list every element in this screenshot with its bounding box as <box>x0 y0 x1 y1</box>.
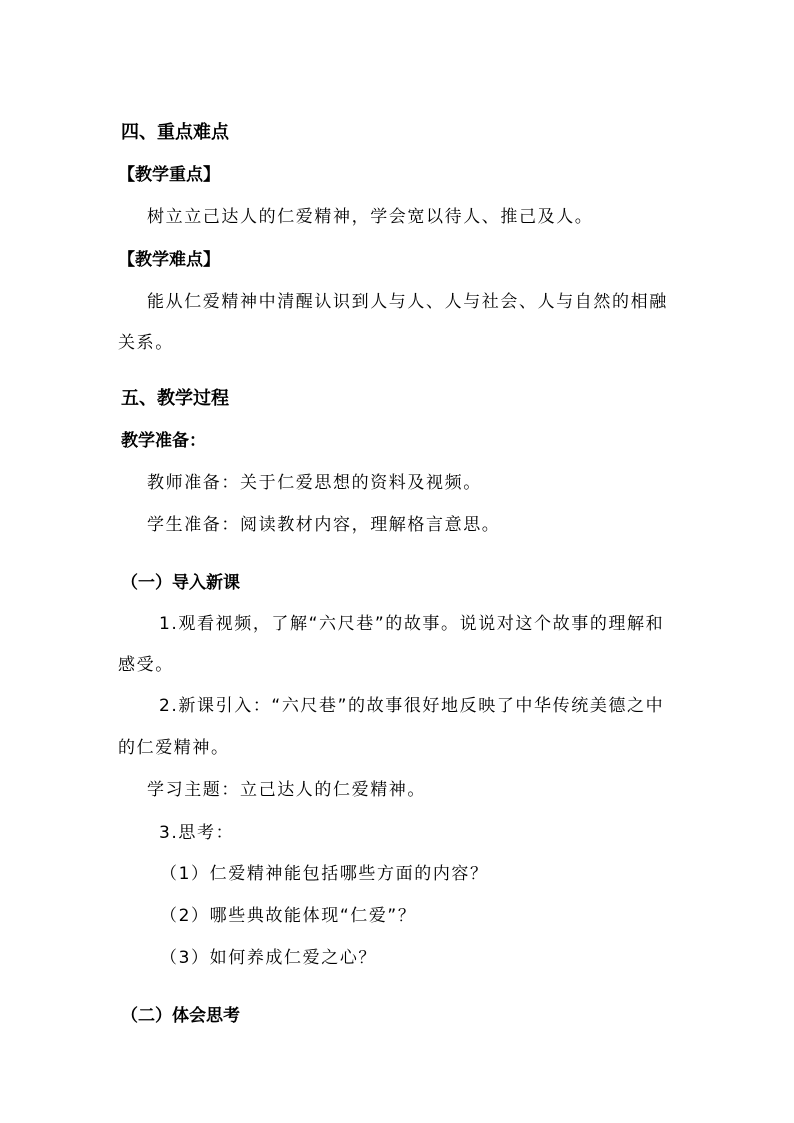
part-1-item-1-line1: 1.观看视频，了解“六尺巷”的故事。说说对这个故事的理解和 <box>159 614 665 634</box>
teacher-prep-text: 教师准备：关于仁爱思想的资料及视频。 <box>147 473 482 493</box>
student-prep-text: 学生准备：阅读教材内容，理解格言意思。 <box>147 515 501 535</box>
key-points-label: 【教学重点】 <box>118 165 220 185</box>
question-1: （1）仁爱精神能包括哪些方面的内容？ <box>160 864 489 884</box>
learning-topic: 学习主题：立己达人的仁爱精神。 <box>147 780 426 800</box>
key-points-text: 树立立己达人的仁爱精神，学会宽以待人、推己及人。 <box>147 207 594 227</box>
part-2-heading: （二）体会思考 <box>121 1006 240 1026</box>
part-1-item-2-line2: 的仁爱精神。 <box>118 738 230 758</box>
part-1-heading: （一）导入新课 <box>121 573 240 593</box>
question-3: （3）如何养成仁爱之心？ <box>160 948 378 968</box>
section-5-heading: 五、教学过程 <box>121 388 229 409</box>
part-1-item-2-line1: 2.新课引入：“六尺巷”的故事很好地反映了中华传统美德之中 <box>159 696 665 716</box>
difficulties-text-line1: 能从仁爱精神中清醒认识到人与人、人与社会、人与自然的相融 <box>147 292 668 312</box>
difficulties-label: 【教学难点】 <box>118 250 220 270</box>
difficulties-text-line2: 关系。 <box>118 333 174 353</box>
question-2: （2）哪些典故能体现“仁爱”？ <box>160 906 417 926</box>
prep-label: 教学准备： <box>121 431 206 451</box>
section-4-heading: 四、重点难点 <box>121 122 229 143</box>
part-1-item-1-line2: 感受。 <box>118 655 174 675</box>
part-1-item-3: 3.思考： <box>159 823 235 843</box>
